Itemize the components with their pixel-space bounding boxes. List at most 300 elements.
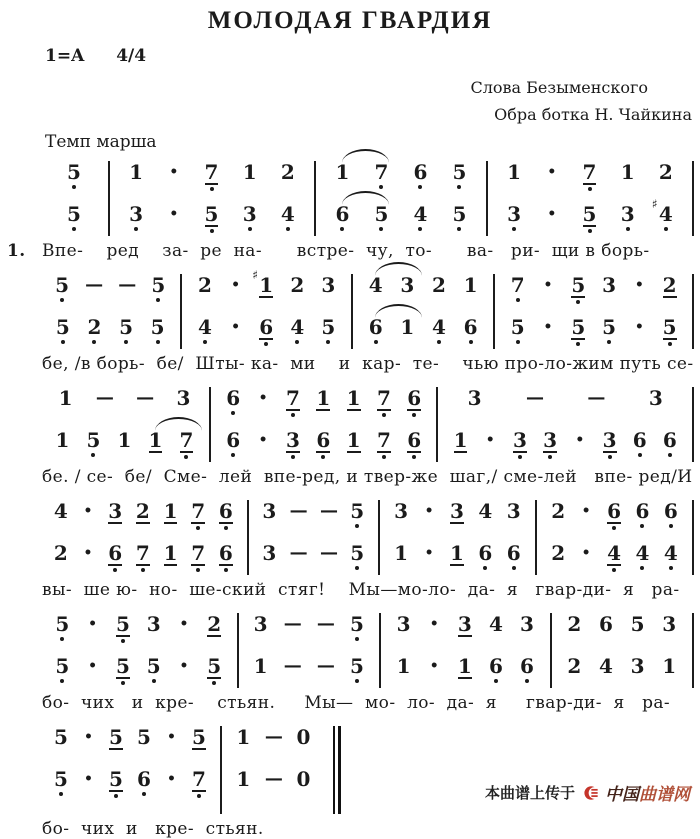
octave-dot-area: [407, 411, 421, 420]
octave-dot-area: [229, 296, 242, 305]
octave-dot-area: [423, 564, 436, 573]
measure: [552, 613, 692, 688]
octave-dot-area: [219, 566, 233, 575]
augmentation-dot: [86, 655, 99, 686]
note-glyph: 5: [55, 273, 69, 297]
octave-dot-area: [297, 748, 311, 757]
note: [219, 542, 233, 575]
octave-dot-area: [347, 453, 361, 462]
augmentation-dot: [82, 726, 95, 757]
octave-dot-area: [254, 677, 268, 686]
note-glyph: •: [581, 503, 591, 519]
note: [607, 500, 621, 533]
music-system: [40, 500, 694, 600]
lyrics-text: бо- чих и кре- стьян.: [42, 819, 264, 839]
note-glyph: 6: [368, 315, 383, 339]
note: [262, 542, 276, 573]
upper-voice-row: [249, 500, 378, 533]
note: [226, 387, 240, 418]
note-glyph: 5: [55, 654, 70, 678]
low-octave-dot: [608, 455, 612, 459]
sustain-dash: [290, 542, 307, 573]
note: [621, 203, 635, 234]
note: [281, 161, 295, 192]
note-glyph: 3: [400, 273, 415, 297]
octave-dot-area: [54, 748, 68, 757]
note: [350, 542, 364, 573]
octave-dot-area: [290, 522, 307, 531]
note: [205, 203, 219, 236]
measure: [239, 613, 379, 688]
octave-dot-area: [551, 564, 565, 573]
final-bar-thin: [333, 726, 336, 814]
low-octave-dot: [134, 227, 138, 231]
octave-dot-area: [281, 225, 295, 234]
note-glyph: 3: [262, 541, 277, 565]
low-octave-dot: [379, 185, 383, 189]
note: [136, 542, 150, 575]
octave-dot-area: [284, 635, 301, 644]
octave-dot-area: [205, 185, 219, 194]
low-octave-dot: [664, 227, 668, 231]
octave-dot-area: [116, 637, 130, 646]
note: [243, 161, 257, 192]
low-octave-dot: [61, 340, 65, 344]
sharp-sign: ♯: [252, 268, 259, 282]
note: [254, 655, 268, 686]
octave-dot-area: [226, 409, 240, 418]
note-glyph: •: [634, 319, 644, 335]
octave-dot-area: [526, 409, 543, 418]
note: [377, 429, 391, 462]
note: [631, 613, 645, 644]
note-glyph: 6: [137, 767, 151, 791]
lyrics-line: [40, 467, 694, 487]
site-name-rest: 曲谱网: [639, 785, 690, 805]
barline: [692, 613, 694, 688]
octave-dot-area: [599, 635, 613, 644]
tie-arc: [375, 262, 422, 276]
note-glyph: •: [84, 771, 93, 787]
octave-dot-area: [147, 677, 161, 686]
octave-dot-area: [129, 225, 143, 234]
note-glyph: 5: [321, 315, 336, 339]
octave-dot-area: [82, 748, 95, 757]
note: [571, 316, 585, 349]
note-glyph: •: [429, 658, 439, 674]
octave-dot-area: [464, 296, 478, 305]
note-glyph: —: [264, 726, 282, 747]
note: [635, 500, 649, 531]
octave-dot-area: [118, 451, 132, 460]
note-glyph: 3: [108, 499, 123, 523]
note: [286, 387, 300, 420]
augmentation-dot: [484, 429, 497, 460]
measure: [380, 500, 535, 575]
note-glyph: 6: [218, 541, 233, 565]
note-glyph: —: [289, 500, 307, 521]
octave-dot-area: [56, 338, 70, 347]
octave-dot-area: [198, 296, 212, 305]
octave-dot-area: [118, 296, 135, 305]
octave-dot-area: [265, 748, 282, 757]
lyrics-line: [40, 354, 694, 374]
note-glyph: 5: [452, 202, 467, 226]
low-octave-dot: [142, 792, 146, 796]
note-glyph: 7: [191, 499, 206, 523]
lyrics-text: вы- ше ю- но- ше-ский стяг! Мы—мо-ло- да- я гвар-ди- я ра-: [42, 580, 680, 600]
note-glyph: •: [88, 616, 98, 632]
octave-dot-area: [192, 750, 206, 759]
note: [400, 274, 414, 305]
sustain-dash: [587, 387, 604, 418]
rest: [297, 768, 311, 799]
note: [192, 726, 206, 759]
low-octave-dot: [379, 227, 383, 231]
upper-voice-row: [222, 726, 325, 759]
octave-dot-area: [54, 522, 68, 531]
octave-dot-area: [631, 677, 645, 686]
note: [520, 613, 534, 644]
augmentation-dot: [580, 542, 593, 573]
note: [407, 387, 421, 420]
measure: [40, 613, 237, 688]
note: [109, 768, 123, 801]
octave-dot-area: [116, 679, 130, 688]
note-glyph: 3: [467, 386, 482, 410]
note-glyph: 6: [478, 541, 493, 565]
octave-dot-area: [631, 635, 645, 644]
note: [507, 203, 521, 234]
octave-dot-area: [394, 564, 408, 573]
note-glyph: 2: [198, 273, 212, 297]
note-glyph: 4: [413, 202, 428, 226]
verse-number: 1.: [7, 241, 26, 261]
low-octave-dot: [612, 568, 616, 572]
note: [507, 500, 521, 531]
octave-dot-area: [316, 453, 330, 462]
octave-dot-area: [551, 522, 565, 531]
octave-dot-area: [573, 451, 586, 460]
note: [67, 203, 81, 234]
note-glyph: 6: [407, 428, 422, 452]
sustain-dash: [317, 655, 334, 686]
low-octave-dot: [355, 566, 359, 570]
note-glyph: •: [429, 616, 439, 632]
note-glyph: 6: [663, 499, 678, 523]
note-glyph: 5: [602, 315, 616, 339]
octave-dot-area: [649, 409, 663, 418]
note-glyph: —: [316, 655, 334, 676]
note: [236, 768, 250, 799]
octave-dot-area: [397, 677, 411, 686]
low-octave-dot: [355, 679, 359, 683]
note-glyph: 4: [198, 315, 212, 339]
low-octave-dot: [121, 681, 125, 685]
measure: [40, 500, 247, 575]
octave-dot-area: [191, 524, 205, 533]
octave-dot-area: [137, 790, 151, 799]
octave-dot-area: [520, 677, 534, 686]
note: [151, 316, 165, 347]
lower-voice-row: [211, 429, 436, 462]
low-octave-dot: [152, 679, 156, 683]
octave-dot-area: [423, 522, 436, 531]
upper-voice-row: [40, 274, 180, 307]
octave-dot-area: [262, 522, 276, 531]
note-glyph: 4: [290, 315, 305, 339]
note: [336, 161, 350, 192]
lyrics-text: бо- чих и кре- стьян. Мы— мо- ло- да- я гвар-ди- я ра-: [42, 693, 671, 713]
low-octave-dot: [355, 637, 359, 641]
final-bar-thick: [338, 726, 341, 814]
note: [290, 274, 304, 305]
note: [511, 316, 525, 347]
low-octave-dot: [483, 566, 487, 570]
note-glyph: 5: [374, 202, 389, 226]
note-glyph: 1: [394, 541, 409, 565]
low-octave-dot: [59, 792, 63, 796]
note-glyph: 6: [488, 654, 503, 678]
augmentation-dot: [580, 500, 593, 531]
note-glyph: 5: [54, 725, 68, 749]
upper-voice-row: [211, 387, 436, 420]
note: [621, 161, 635, 192]
note-glyph: 5: [55, 315, 70, 339]
octave-dot-area: [164, 566, 178, 575]
note-glyph: —: [85, 274, 103, 295]
note: [489, 613, 503, 644]
note-glyph: 7: [192, 767, 206, 791]
lower-voice-row: [353, 316, 493, 349]
music-system: [40, 387, 694, 487]
low-octave-dot: [92, 340, 96, 344]
note: [164, 542, 178, 575]
sustain-dash: [320, 542, 337, 573]
octave-dot-area: [659, 225, 673, 234]
note-glyph: 6: [108, 541, 123, 565]
note: [198, 274, 212, 305]
note-glyph: 2: [551, 541, 566, 565]
note: [350, 500, 364, 531]
measure: [353, 274, 493, 349]
lower-voice-row: [438, 429, 692, 462]
note: [513, 429, 527, 462]
note: [375, 203, 389, 234]
note-glyph: —: [95, 387, 113, 408]
note-glyph: 1: [620, 160, 635, 184]
octave-dot-area: [347, 411, 361, 420]
note-glyph: 5: [204, 202, 219, 226]
upper-voice-row: [537, 500, 692, 533]
augmentation-dot: [165, 726, 178, 757]
note: [259, 316, 273, 349]
octave-dot-area: [87, 451, 101, 460]
augmentation-dot: [82, 542, 95, 573]
note: [458, 655, 472, 688]
sustain-dash: [136, 387, 153, 418]
note: [54, 542, 68, 573]
low-octave-dot: [156, 298, 160, 302]
note: [450, 500, 464, 533]
octave-dot-area: [236, 790, 250, 799]
low-octave-dot: [203, 340, 207, 344]
note-glyph: 5: [662, 315, 677, 339]
note-glyph: 4: [635, 541, 650, 565]
low-octave-dot: [156, 340, 160, 344]
note: [599, 613, 613, 644]
octave-dot-area: [414, 225, 428, 234]
note-glyph: 5: [571, 273, 586, 297]
low-octave-dot: [512, 566, 516, 570]
octave-dot-area: [583, 227, 597, 236]
octave-dot-area: [511, 296, 525, 305]
note-glyph: •: [84, 729, 93, 745]
octave-dot-area: [350, 564, 364, 573]
octave-dot-area: [662, 635, 676, 644]
low-octave-dot: [612, 526, 616, 530]
note: [116, 655, 130, 688]
note-glyph: 5: [109, 725, 123, 749]
measures-row: [40, 500, 694, 575]
sustain-dash: [96, 387, 113, 418]
note: [551, 500, 565, 531]
augmentation-dot: [82, 768, 95, 799]
note: [649, 387, 663, 418]
octave-dot-area: [507, 522, 521, 531]
note-glyph: •: [83, 503, 93, 519]
note-glyph: 2: [658, 160, 673, 184]
lyrics-line: [7, 241, 694, 261]
note: [432, 274, 446, 305]
octave-dot-area: [151, 338, 165, 347]
note-glyph: 2: [662, 273, 677, 297]
sharp-sign: ♯: [651, 197, 658, 211]
low-octave-dot: [626, 227, 630, 231]
barline: [692, 387, 694, 462]
lyrics-line: [40, 580, 694, 600]
octave-dot-area: [350, 677, 364, 686]
low-octave-dot: [291, 413, 295, 417]
note: [236, 726, 250, 757]
note-glyph: 6: [259, 315, 274, 339]
sustain-dash: [85, 274, 102, 305]
octave-dot-area: [236, 748, 250, 757]
lower-voice-row: [249, 542, 378, 575]
note-glyph: 6: [607, 499, 621, 523]
octave-dot-area: [599, 677, 613, 686]
low-octave-dot: [291, 455, 295, 459]
note-glyph: 7: [582, 160, 597, 184]
octave-dot-area: [321, 296, 335, 305]
octave-dot-area: [458, 637, 472, 646]
octave-dot-area: [149, 453, 163, 462]
upper-voice-row: [40, 161, 108, 194]
upper-voice-row: [40, 613, 237, 646]
low-octave-dot: [382, 455, 386, 459]
octave-dot-area: [400, 338, 414, 347]
octave-dot-area: [109, 750, 123, 759]
octave-dot-area: [458, 679, 472, 688]
final-double-barline: [333, 726, 341, 814]
measures-row: [40, 726, 341, 814]
notation: [0, 161, 700, 839]
note: [286, 429, 300, 462]
note-glyph: 5: [350, 499, 365, 523]
octave-dot-area: [607, 566, 621, 575]
note-glyph: 3: [146, 612, 161, 636]
note: [176, 387, 190, 418]
octave-dot-area: [67, 225, 81, 234]
low-octave-dot: [72, 185, 76, 189]
low-octave-dot: [494, 679, 498, 683]
note: [321, 274, 335, 305]
note: [321, 316, 335, 347]
note-glyph: 4: [658, 202, 673, 226]
octave-dot-area: [520, 635, 534, 644]
lower-voice-row: [40, 429, 209, 462]
note-glyph: •: [424, 503, 434, 519]
note: [599, 655, 613, 686]
note-glyph: 7: [204, 160, 219, 184]
note: [136, 500, 150, 533]
octave-dot-area: [85, 296, 102, 305]
note-glyph: 7: [374, 160, 389, 184]
measure: [488, 161, 692, 236]
note: [54, 768, 68, 799]
note: [147, 655, 161, 686]
note: [397, 613, 411, 644]
low-octave-dot: [141, 568, 145, 572]
sustain-dash: [284, 655, 301, 686]
measures-row: [40, 387, 694, 462]
note: [377, 387, 391, 420]
note: [369, 316, 383, 347]
note-glyph: 7: [179, 428, 194, 452]
note: [567, 613, 581, 644]
rest: [297, 726, 311, 757]
note-glyph: —: [136, 387, 154, 408]
octave-dot-area: [177, 677, 190, 686]
octave-dot-area: [394, 522, 408, 531]
key-signature-row: [0, 46, 700, 66]
upper-voice-row: [40, 726, 220, 759]
note-glyph: 3: [262, 499, 277, 523]
low-octave-dot: [640, 566, 644, 570]
octave-dot-area: [165, 790, 178, 799]
sustain-dash: [526, 387, 543, 418]
octave-dot-area: [167, 183, 180, 192]
note: [149, 429, 163, 462]
note: [583, 161, 597, 194]
measure: [249, 500, 378, 575]
octave-dot-area: [55, 635, 69, 644]
note: [243, 203, 257, 234]
measure: [211, 387, 436, 462]
octave-dot-area: [281, 183, 295, 192]
octave-dot-area: [320, 564, 337, 573]
octave-dot-area: [55, 296, 69, 305]
note: [464, 274, 478, 305]
credits: [0, 74, 700, 128]
sustain-dash: [118, 274, 135, 305]
augmentation-dot: [423, 542, 436, 573]
measure: [40, 387, 209, 462]
low-octave-dot: [231, 453, 235, 457]
low-octave-dot: [355, 524, 359, 528]
augmentation-dot: [542, 274, 555, 305]
note-glyph: 5: [151, 273, 166, 297]
